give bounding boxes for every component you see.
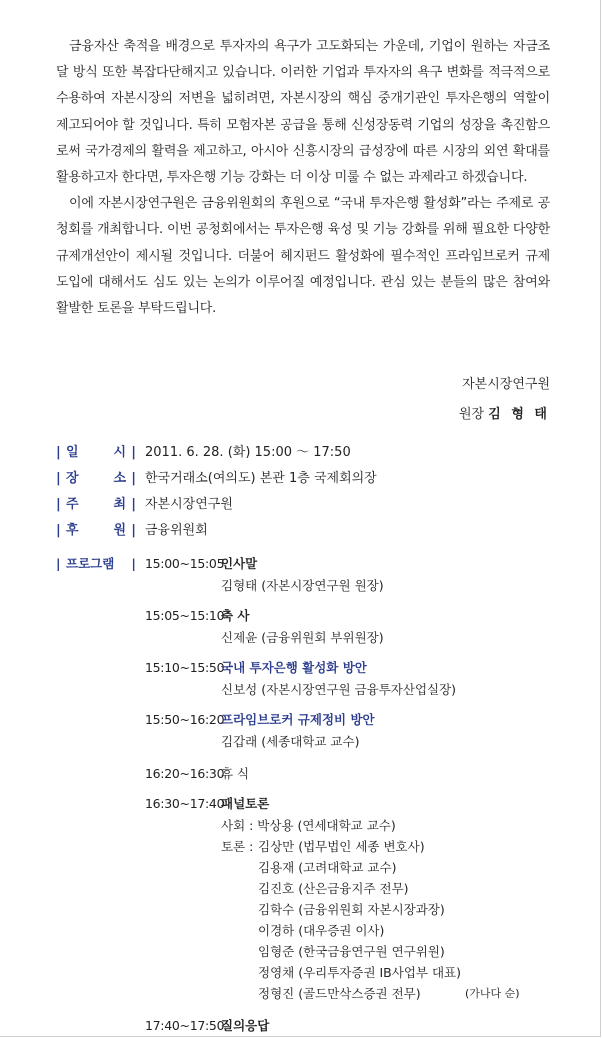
discussant: 김용재 (고려대학교 교수) <box>258 860 397 875</box>
order-note: (가나다 순) <box>465 987 520 1000</box>
session-title: 축 사 <box>221 608 250 623</box>
info-value-date: 2011. 6. 28. (화) 15:00 ～ 17:50 <box>145 445 351 460</box>
session-time: 17:40~17:50 <box>145 1018 225 1033</box>
discussant: 김상만 (법무법인 세종 변호사) <box>258 839 425 854</box>
intro-paragraph-1: 금융자산 축적을 배경으로 투자자의 욕구가 고도화되는 가운데, 기업이 원하는 자금조달 방식 또한 복잡다단해지고 있습니다. 이러한 기업과 투자자의 욕구 변화를 적극적으로 수용하여 자본시장의 저변을 넓히려면, 자본시장의 핵심 중개기관인 투자은행의 역할이 제고되어야 할 것입니다. 특히 모험자본 공급을 통해 신성장동력 기업의 성장을 촉진함으로써 국가경제의 활력을 제고하고, 아시아 신흥시장의 급성장에 따른 시장의 외연 확대를 활용하고자 한다면, 투자은행 기능 강화는 더 이상 미룰 수 없는 과제라고 하겠습니다. <box>56 39 550 186</box>
session-title: 프라임브로커 규제정비 방안 <box>221 712 375 727</box>
discussant: 정영채 (우리투자증권 IB사업부 대표) <box>258 965 461 980</box>
discussant: 이경하 (대우증권 이사) <box>258 923 385 938</box>
session-speaker: 김갑래 (세종대학교 교수) <box>221 734 360 749</box>
intro-paragraph-2: 이에 자본시장연구원은 금융위원회의 후원으로 “국내 투자은행 활성화”라는 주제로 공청회를 개최합니다. 이번 공청회에서는 투자은행 육성 및 기능 강화를 위해 필요한 다양한 규제개선안이 제시될 것입니다. 더불어 헤지펀드 활성화에 필수적인 프라임브로커 규제 도입에 대해서도 심도 있는 논의가 이루어질 예정입니다. 관심 있는 분들의 많은 참여와 활발한 토론을 부탁드립니다. <box>56 196 550 317</box>
session-speaker: 김형태 (자본시장연구원 원장) <box>221 578 384 593</box>
info-row-venue: | 장 소 | 한국거래소(여의도) 본관 1층 국제회의장 <box>52 466 572 492</box>
session-title: 국내 투자은행 활성화 방안 <box>221 660 367 675</box>
session-title: 질의응답 <box>221 1018 270 1033</box>
panel-moderator: 사회 : 박상용 (연세대학교 교수) <box>221 818 396 833</box>
session-time: 15:50~16:20 <box>145 712 225 727</box>
signature <box>459 370 550 430</box>
event-info <box>52 440 572 544</box>
intro-text <box>56 34 550 322</box>
panel-discussants-prefix: 토론 : <box>221 839 254 854</box>
signature-name: 김 형 태 <box>488 407 550 422</box>
info-value-host: 자본시장연구원 <box>145 497 233 512</box>
panel-discussants <box>258 836 461 1004</box>
signature-title: 원장 <box>459 407 485 422</box>
info-row-host: | 주 최 | 자본시장연구원 <box>52 492 572 518</box>
info-value-venue: 한국거래소(여의도) 본관 1층 국제회의장 <box>145 471 377 486</box>
signature-org: 자본시장연구원 <box>462 377 550 392</box>
session-title: 인사말 <box>221 556 258 571</box>
session-speaker: 신제윤 (금융위원회 부위원장) <box>221 630 384 645</box>
session-time: 16:20~16:30 <box>145 766 225 781</box>
session-time: 15:10~15:50 <box>145 660 225 675</box>
info-row-sponsor: | 후 원 | 금융위원회 <box>52 518 572 544</box>
session-title: 휴 식 <box>221 766 250 781</box>
session-time: 15:05~15:10 <box>145 608 225 623</box>
session-speaker: 신보성 (자본시장연구원 금융투자산업실장) <box>221 682 457 697</box>
discussant: 김진호 (산은금융지주 전무) <box>258 881 409 896</box>
session-title: 패널토론 <box>221 796 270 811</box>
session-time: 16:30~17:40 <box>145 796 225 811</box>
discussant: 임형준 (한국금융연구원 연구위원) <box>258 944 445 959</box>
info-row-date: | 일 시 | 2011. 6. 28. (화) 15:00 ～ 17:50 <box>52 440 572 466</box>
discussant: 정형진 (골드만삭스증권 전무) <box>258 986 421 1001</box>
signature-line <box>459 400 550 430</box>
info-value-sponsor: 금융위원회 <box>145 523 208 538</box>
discussant: 김학수 (금융위원회 자본시장과장) <box>258 902 445 917</box>
session-time: 15:00~15:05 <box>145 556 225 571</box>
